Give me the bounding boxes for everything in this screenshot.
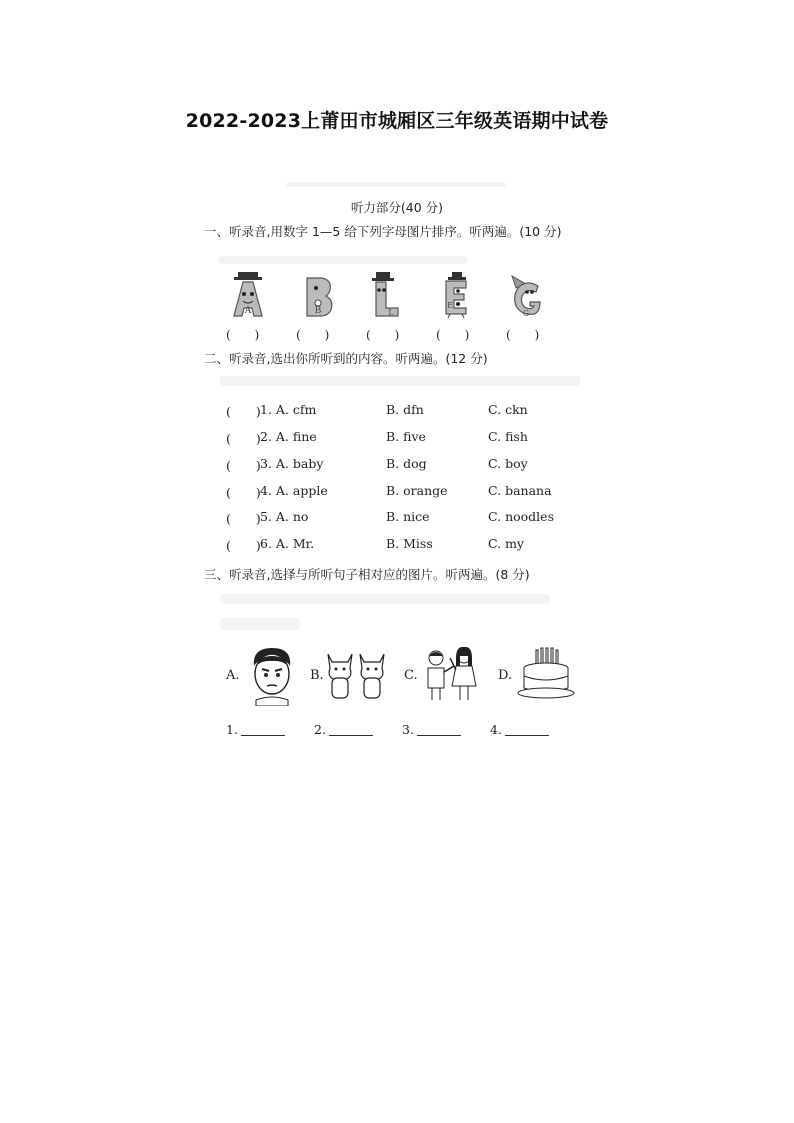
listening-header: 听力部分(40 分) xyxy=(350,200,444,215)
page-title: 2022-2023上莆田市城厢区三年级英语期中试卷 xyxy=(185,110,609,132)
option-a: 2. A. fine xyxy=(260,429,317,444)
answer-paren[interactable]: ( ) xyxy=(226,511,261,526)
option-a: 6. A. Mr. xyxy=(260,536,315,551)
scan-smudge xyxy=(218,256,468,264)
option-b: B. dog xyxy=(386,456,427,471)
boy-face-icon xyxy=(242,644,302,710)
blank-number: 3. xyxy=(402,722,414,737)
letter-b-icon xyxy=(296,272,340,318)
answer-paren[interactable]: ( ) xyxy=(226,404,261,419)
answer-blank-1[interactable] xyxy=(226,722,285,737)
answer-paren-3[interactable]: ( ) xyxy=(366,328,400,342)
scan-smudge xyxy=(220,618,300,630)
option-c: C. boy xyxy=(488,456,528,471)
letter-b-label: B xyxy=(314,306,322,316)
option-a: 3. A. baby xyxy=(260,456,324,471)
answer-paren-4[interactable]: ( ) xyxy=(436,328,470,342)
option-b: B. nice xyxy=(386,509,430,524)
letter-l-label: L xyxy=(388,308,394,317)
option-a: 5. A. no xyxy=(260,509,309,524)
section1-instruction: 一、听录音,用数字 1—5 给下列字母图片排序。听两遍。(10 分) xyxy=(204,224,562,239)
blank-number: 1. xyxy=(226,722,238,737)
option-b: B. Miss xyxy=(386,536,433,551)
picture-label-a: A. xyxy=(226,668,240,683)
option-c: C. noodles xyxy=(488,509,554,524)
answer-blank-3[interactable] xyxy=(402,722,461,737)
letter-a-label: A xyxy=(244,306,252,316)
scan-smudge xyxy=(220,376,580,386)
letter-l-icon xyxy=(364,272,408,318)
letter-a-icon xyxy=(226,272,270,318)
scan-smudge xyxy=(220,594,550,604)
option-b: B. orange xyxy=(386,483,448,498)
option-b: B. dfn xyxy=(386,402,424,417)
blank-number: 4. xyxy=(490,722,502,737)
option-c: C. banana xyxy=(488,483,552,498)
answer-paren-1[interactable]: ( ) xyxy=(226,328,260,342)
answer-paren[interactable]: ( ) xyxy=(226,458,261,473)
birthday-cake-icon xyxy=(514,646,578,706)
answer-paren-5[interactable]: ( ) xyxy=(506,328,540,342)
letter-g-label: G xyxy=(522,309,530,318)
answer-blank-4[interactable] xyxy=(490,722,549,737)
letter-pictures xyxy=(218,272,548,320)
picture-label-d: D. xyxy=(498,668,513,683)
two-cats-icon xyxy=(324,646,390,706)
section3-instruction: 三、听录音,选择与所听句子相对应的图片。听两遍。(8 分) xyxy=(204,567,530,582)
option-b: B. five xyxy=(386,429,426,444)
letter-e-icon xyxy=(434,272,478,318)
answer-paren[interactable]: ( ) xyxy=(226,538,261,553)
blank-number: 2. xyxy=(314,722,326,737)
answer-paren[interactable]: ( ) xyxy=(226,485,261,500)
option-c: C. fish xyxy=(488,429,528,444)
letter-g-icon xyxy=(504,272,548,318)
section3-pictures xyxy=(226,644,566,714)
answer-paren[interactable]: ( ) xyxy=(226,431,261,446)
option-a: 4. A. apple xyxy=(260,483,328,498)
option-c: C. my xyxy=(488,536,524,551)
answer-blank-2[interactable] xyxy=(314,722,373,737)
letter-e-label: E xyxy=(447,301,453,310)
exam-scan xyxy=(198,176,596,756)
boy-girl-greeting-icon xyxy=(420,644,482,706)
option-a: 1. A. cfm xyxy=(260,402,317,417)
option-c: C. ckn xyxy=(488,402,528,417)
picture-label-b: B. xyxy=(310,668,324,683)
answer-paren-2[interactable]: ( ) xyxy=(296,328,330,342)
scan-smudge xyxy=(286,182,506,187)
section2-instruction: 二、听录音,选出你所听到的内容。听两遍。(12 分) xyxy=(204,351,488,366)
picture-label-c: C. xyxy=(404,668,418,683)
